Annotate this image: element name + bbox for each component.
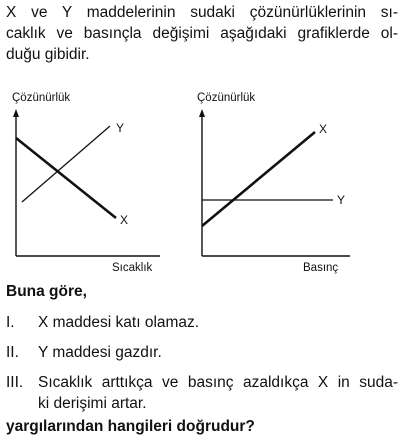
intro-line-3: duğu gibidir. <box>6 46 90 63</box>
graph2-curve-x <box>202 132 315 226</box>
graph1-plot <box>0 92 170 277</box>
graph-temperature <box>0 92 170 277</box>
statement-3-text-line-2: ki derişimi artar. <box>38 395 147 412</box>
graph2-x-axis-label: Basınç <box>303 262 339 274</box>
graph1-curve-y <box>22 126 110 202</box>
graph1-y-axis-label: Çözünürlük <box>12 92 71 104</box>
graph1-series-y-label: Y <box>116 121 125 135</box>
graph1-curve-x <box>16 138 116 218</box>
question-intro <box>6 2 398 65</box>
statement-2-number: II. <box>6 344 19 361</box>
graph2-y-axis-arrow <box>199 109 205 117</box>
intro-line-1: X ve Y maddelerinin sudaki çözünürlüklerinin sı- <box>6 4 398 21</box>
lead-text: Buna göre, <box>6 283 87 300</box>
graph2-series-y-label: Y <box>337 193 346 207</box>
statement-3-number: III. <box>6 374 24 391</box>
statement-1-number: I. <box>6 314 15 331</box>
statement-1-text: X maddesi katı olamaz. <box>38 314 200 331</box>
graph2-series-x-label: X <box>319 122 328 136</box>
statement-2-text: Y maddesi gazdır. <box>38 344 162 361</box>
graph-pressure <box>185 92 370 277</box>
statement-3-text-line-1: Sıcaklık arttıkça ve basınç azaldıkça X in suda- <box>38 374 398 391</box>
graph2-plot <box>185 92 370 277</box>
graph1-y-axis-arrow <box>13 109 19 117</box>
graph1-x-axis-label: Sıcaklık <box>112 262 153 274</box>
graph2-y-axis-label: Çözünürlük <box>197 92 256 104</box>
intro-line-2: caklık ve basınçla değişimi aşağıdaki grafiklerde ol- <box>6 25 398 42</box>
graph1-series-x-label: X <box>120 213 129 227</box>
question-text: yargılarından hangileri doğrudur? <box>6 418 255 435</box>
